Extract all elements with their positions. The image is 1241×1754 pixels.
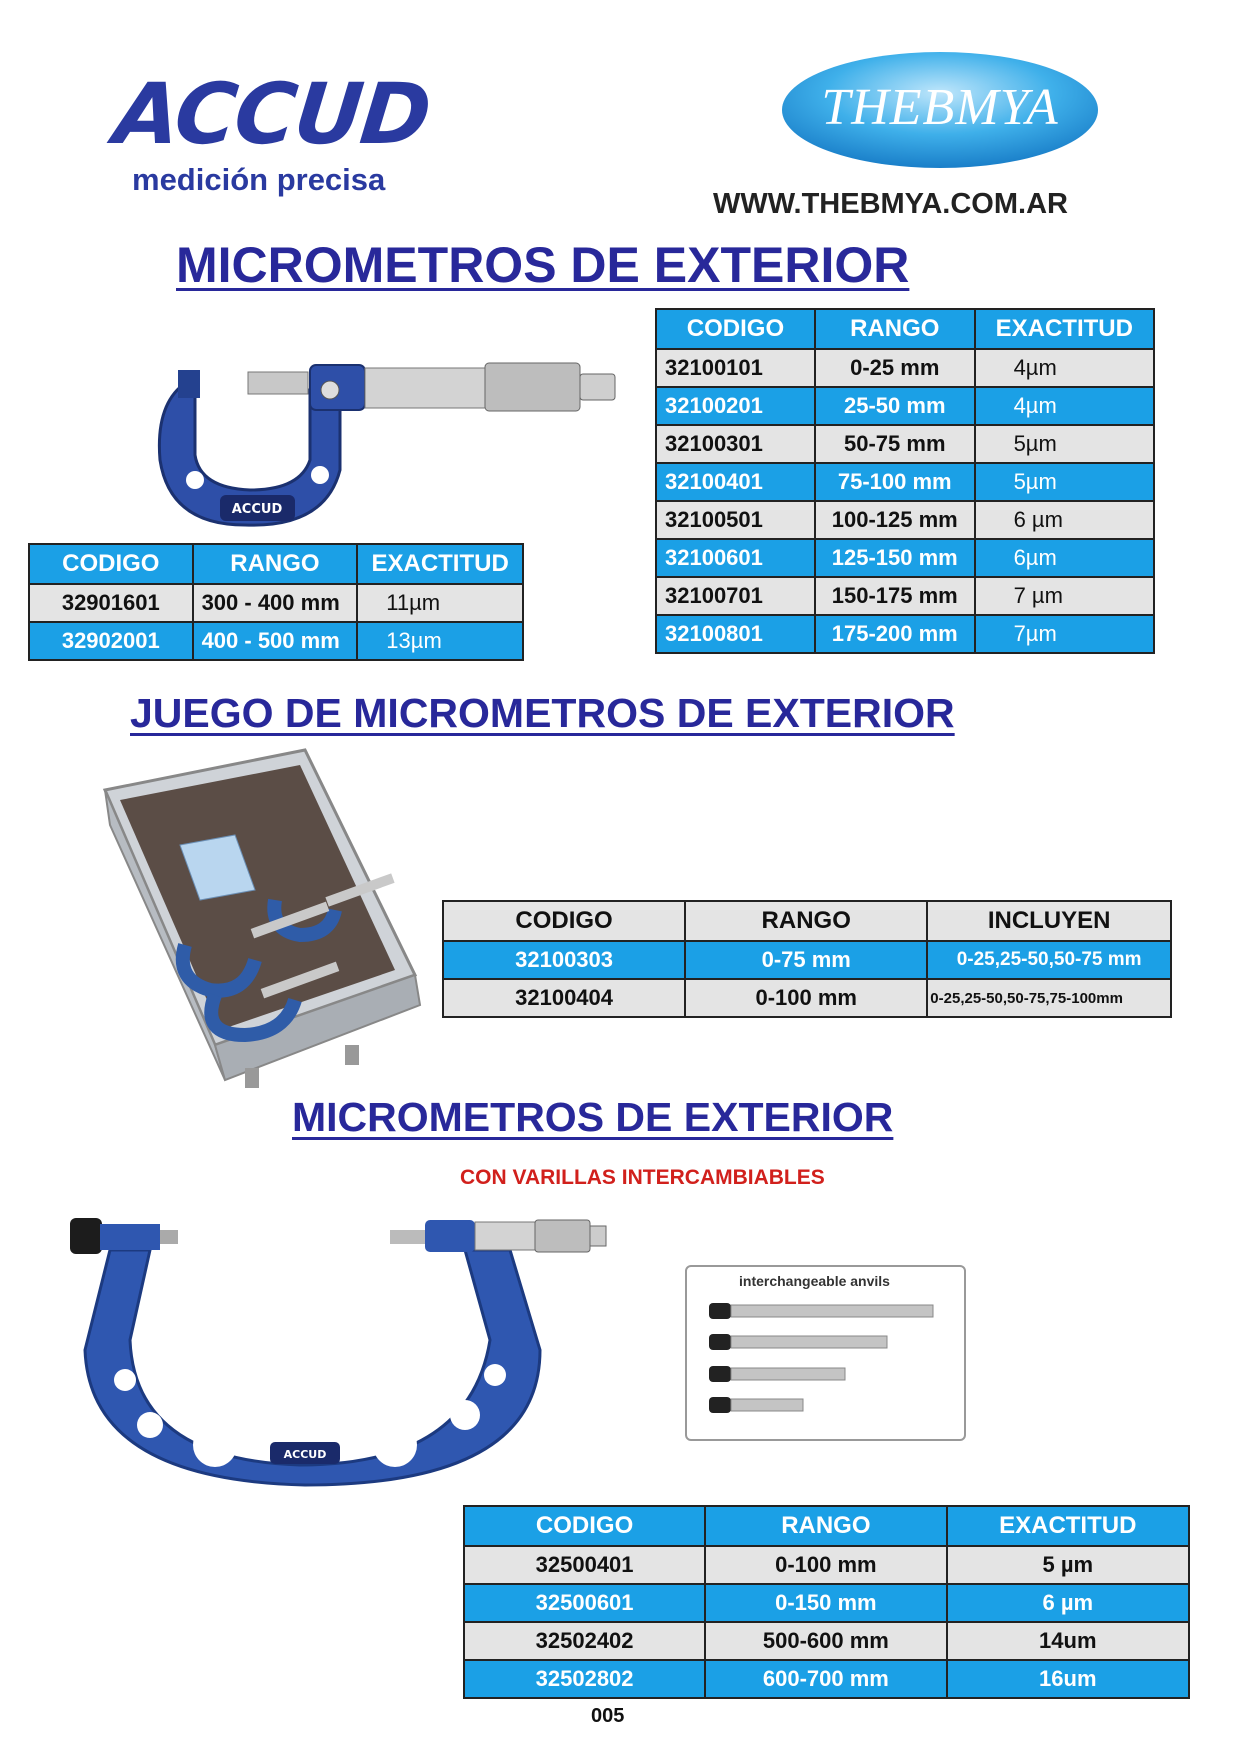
thebmya-logo-text: THEBMYA [821,79,1059,136]
table-row: 32100801 175-200 mm 7µm [656,615,1154,653]
anvils-illustration [687,1267,964,1439]
col-header-rango: RANGO [685,901,927,941]
table-row: 32901601 300 - 400 mm 11µm [29,584,523,622]
anvils-caption: interchangeable anvils [739,1273,890,1289]
col-header-codigo: CODIGO [443,901,685,941]
col-header-codigo: CODIGO [464,1506,705,1546]
table-row: 32100101 0-25 mm 4µm [656,349,1154,387]
specs-table-micrometros-300-500 [28,543,524,661]
table-row: 32100401 75-100 mm 5µm [656,463,1154,501]
section-title-varillas: MICROMETROS DE EXTERIOR [292,1094,894,1140]
col-header-rango: RANGO [815,309,975,349]
frame-logo: ACCUD [231,502,283,517]
col-header-rango: RANGO [705,1506,946,1546]
specs-table-varillas [463,1505,1190,1699]
table-row: 32500401 0-100 mm 5 µm [464,1546,1189,1584]
interchangeable-anvil-micrometer-image [70,1210,610,1490]
col-header-rango: RANGO [193,544,358,584]
website-url[interactable]: WWW.THEBMYA.COM.AR [713,188,1068,220]
table-row: 32100303 0-75 mm 0-25,25-50,50-75 mm [443,941,1171,979]
table-header-row [464,1506,1189,1546]
table-row: 32100301 50-75 mm 5µm [656,425,1154,463]
table-row: 32502802 600-700 mm 16um [464,1660,1189,1698]
table-row: 32902001 400 - 500 mm 13µm [29,622,523,660]
table-row: 32100701 150-175 mm 7 µm [656,577,1154,615]
table-header-row [29,544,523,584]
table-row: 32502402 500-600 mm 14um [464,1622,1189,1660]
col-header-exactitud: EXACTITUD [975,309,1154,349]
specs-table-micrometros-0-200 [655,308,1155,654]
col-header-exactitud: EXACTITUD [947,1506,1189,1546]
section-subtitle: CON VARILLAS INTERCAMBIABLES [460,1166,825,1189]
micrometer-set-case-image [95,745,425,1090]
section-title-juego: JUEGO DE MICROMETROS DE EXTERIOR [130,690,955,736]
outside-micrometer-image [150,360,620,545]
brand-tagline: medición precisa [132,162,386,197]
table-row: 32100404 0-100 mm 0-25,25-50,50-75,75-100mm [443,979,1171,1017]
col-header-codigo: CODIGO [29,544,193,584]
specs-table-juego [442,900,1172,1018]
table-header-row [656,309,1154,349]
frame-logo: ACCUD [283,1448,327,1461]
table-row: 32100201 25-50 mm 4µm [656,387,1154,425]
accud-logo: ACCUD [109,65,434,163]
table-row: 32500601 0-150 mm 6 µm [464,1584,1189,1622]
page-number: 005 [591,1705,625,1727]
col-header-exactitud: EXACTITUD [357,544,523,584]
table-row: 32100601 125-150 mm 6µm [656,539,1154,577]
section-title-micrometros: MICROMETROS DE EXTERIOR [176,237,910,293]
table-row: 32100501 100-125 mm 6 µm [656,501,1154,539]
table-header-row [443,901,1171,941]
interchangeable-anvils-image [685,1265,966,1441]
col-header-codigo: CODIGO [656,309,815,349]
col-header-incluyen: INCLUYEN [927,901,1171,941]
